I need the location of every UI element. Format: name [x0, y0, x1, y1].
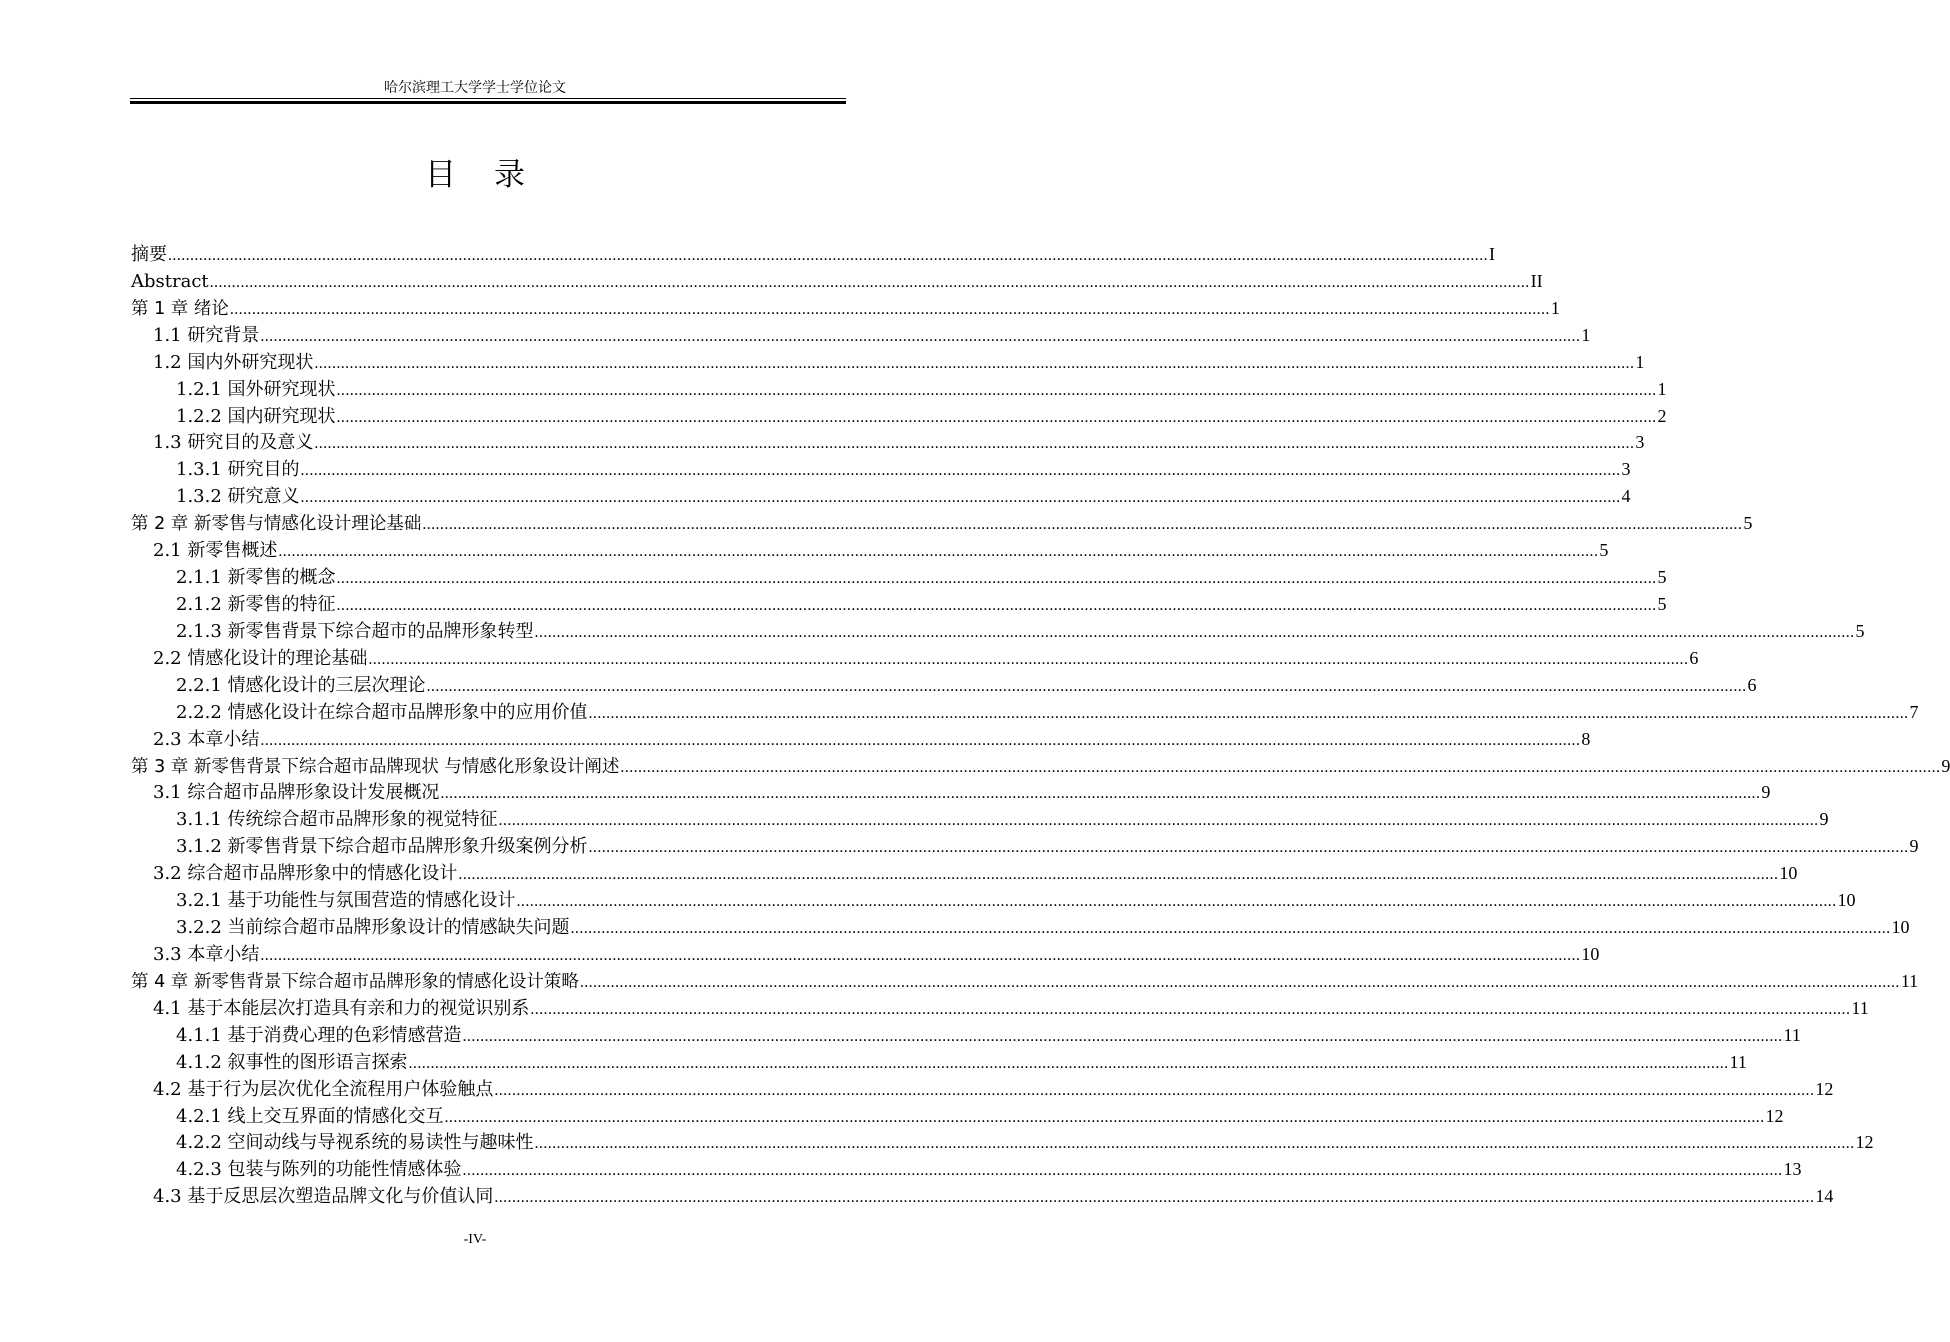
toc-dot-leader: ............................................................................................................................................................................................................................................................................................................: [209, 273, 1530, 291]
toc-entry-label: 4.3 基于反思层次塑造品牌文化与价值认同: [153, 1186, 494, 1208]
toc-entry[interactable]: [131, 968, 1919, 995]
toc-entry-label: 4.2.2 空间动线与导视系统的易读性与趣味性: [176, 1132, 534, 1154]
toc-entry[interactable]: [131, 806, 1829, 833]
toc-entry[interactable]: [131, 537, 1609, 564]
toc-dot-leader: ............................................................................................................................................................................................................................................................................................................: [534, 1135, 1855, 1153]
toc-entry[interactable]: [131, 618, 1865, 645]
page-number: -IV-: [463, 1232, 487, 1247]
toc-dot-leader: ............................................................................................................................................................................................................................................................................................................: [494, 1081, 1815, 1099]
toc-dot-leader: ............................................................................................................................................................................................................................................................................................................: [620, 758, 1941, 776]
toc-entry-page: 9: [1819, 809, 1829, 830]
toc-dot-leader: ............................................................................................................................................................................................................................................................................................................: [168, 247, 1488, 264]
toc-entry-label: 4.1.2 叙事性的图形语言探索: [176, 1051, 408, 1073]
toc-entry-page: 3: [1621, 459, 1631, 480]
toc-entry-page: 11: [1783, 1024, 1801, 1045]
toc-dot-leader: ............................................................................................................................................................................................................................................................................................................: [408, 1054, 1729, 1072]
toc-dot-leader: ............................................................................................................................................................................................................................................................................................................: [229, 300, 1550, 318]
toc-dot-leader: ............................................................................................................................................................................................................................................................................................................: [336, 570, 1657, 588]
toc-entry[interactable]: [131, 322, 1591, 349]
toc-entry-page: 9: [1761, 782, 1771, 803]
toc-entry[interactable]: [131, 726, 1591, 753]
toc-entry-label: 1.3 研究目的及意义: [153, 432, 314, 454]
toc-entry-page: 11: [1851, 997, 1869, 1018]
toc-entry-label: 1.3.2 研究意义: [176, 486, 300, 508]
toc-dot-leader: ............................................................................................................................................................................................................................................................................................................: [260, 946, 1581, 964]
toc-entry-label: 3.1 综合超市品牌形象设计发展概况: [153, 782, 440, 804]
toc-dot-leader: ............................................................................................................................................................................................................................................................................................................: [300, 489, 1621, 507]
toc-entry-page: 5: [1855, 620, 1865, 641]
toc-entry-label: 4.2 基于行为层次优化全流程用户体验触点: [153, 1078, 494, 1100]
toc-dot-leader: ............................................................................................................................................................................................................................................................................................................: [300, 462, 1621, 480]
toc-entry[interactable]: [131, 1129, 1874, 1156]
toc-entry[interactable]: [131, 1076, 1834, 1103]
toc-entry-label: Abstract: [131, 270, 209, 292]
toc-entry-label: 第 4 章 新零售背景下综合超市品牌形象的情感化设计策略: [131, 971, 579, 992]
toc-entry-label: 4.2.1 线上交互界面的情感化交互: [176, 1105, 444, 1127]
toc-title-part1: 目: [425, 157, 456, 193]
toc-entry-page: 9: [1909, 836, 1919, 857]
toc-entry[interactable]: [131, 1183, 1834, 1210]
toc-entry-page: 6: [1747, 674, 1757, 695]
toc-entry-label: 3.2.2 当前综合超市品牌形象设计的情感缺失问题: [176, 917, 570, 939]
toc-entry[interactable]: [131, 403, 1667, 430]
toc-entry-page: 4: [1621, 486, 1631, 507]
toc-dot-leader: ............................................................................................................................................................................................................................................................................................................: [336, 408, 1657, 426]
toc-entry[interactable]: [131, 349, 1645, 376]
toc-entry-page: 11: [1729, 1051, 1747, 1072]
toc-entry[interactable]: [131, 672, 1757, 699]
header-rule-thick: [130, 101, 846, 104]
toc-entry-label: 摘要: [131, 244, 167, 265]
toc-entry-page: 12: [1765, 1105, 1784, 1126]
toc-dot-leader: ............................................................................................................................................................................................................................................................................................................: [530, 1000, 1851, 1018]
toc-dot-leader: ............................................................................................................................................................................................................................................................................................................: [462, 1162, 1783, 1180]
toc-entry-label: 1.2 国内外研究现状: [153, 351, 314, 373]
toc-entry[interactable]: [131, 1049, 1747, 1076]
toc-entry-label: 第 1 章 绪论: [131, 298, 229, 319]
header-rule-thin: [130, 98, 846, 99]
toc-dot-leader: ............................................................................................................................................................................................................................................................................................................: [278, 543, 1599, 561]
toc-dot-leader: ............................................................................................................................................................................................................................................................................................................: [462, 1027, 1783, 1045]
toc-entry[interactable]: [131, 591, 1667, 618]
toc-dot-leader: ............................................................................................................................................................................................................................................................................................................: [260, 731, 1581, 749]
toc-entry-page: 12: [1815, 1078, 1834, 1099]
toc-entry[interactable]: [131, 887, 1856, 914]
toc-dot-leader: ............................................................................................................................................................................................................................................................................................................: [444, 1108, 1765, 1126]
running-header: 哈尔滨理工大学学士学位论文: [384, 80, 566, 96]
toc-entry[interactable]: [131, 510, 1753, 537]
toc-dot-leader: ............................................................................................................................................................................................................................................................................................................: [516, 893, 1837, 911]
toc-entry-page: 5: [1657, 567, 1667, 588]
toc-entry[interactable]: [131, 564, 1667, 591]
toc-entry-label: 2.1.3 新零售背景下综合超市的品牌形象转型: [176, 620, 534, 642]
toc-dot-leader: ............................................................................................................................................................................................................................................................................................................: [494, 1189, 1815, 1207]
toc-entry-page: 14: [1815, 1186, 1834, 1207]
toc-entry-label: 第 3 章 新零售背景下综合超市品牌现状 与情感化形象设计阐述: [131, 756, 620, 777]
toc-entry[interactable]: [131, 1156, 1802, 1183]
toc-entry-label: 4.1.1 基于消费心理的色彩情感营造: [176, 1024, 462, 1046]
toc-entry-page: 10: [1837, 890, 1856, 911]
toc-entry[interactable]: [131, 645, 1699, 672]
toc-entry-label: 3.1.1 传统综合超市品牌形象的视觉特征: [176, 809, 498, 831]
toc-entry-label: 2.2 情感化设计的理论基础: [153, 647, 368, 669]
toc-entry-label: 1.2.2 国内研究现状: [176, 405, 336, 427]
toc-entry[interactable]: [131, 1103, 1784, 1130]
toc-entry-label: 1.1 研究背景: [153, 324, 260, 346]
toc-entry-label: 4.2.3 包装与陈列的功能性情感体验: [176, 1159, 462, 1181]
toc-entry-label: 第 2 章 新零售与情感化设计理论基础: [131, 514, 422, 535]
toc-entry-page: 1: [1550, 297, 1560, 318]
toc-entry[interactable]: [131, 268, 1543, 295]
toc-entry[interactable]: [131, 295, 1560, 322]
toc-dot-leader: ............................................................................................................................................................................................................................................................................................................: [458, 866, 1779, 884]
toc-entry-page: 10: [1581, 943, 1600, 964]
toc-entry-page: 2: [1657, 405, 1667, 426]
toc-dot-leader: ............................................................................................................................................................................................................................................................................................................: [314, 354, 1635, 372]
toc-entry[interactable]: [131, 483, 1631, 510]
table-of-contents: [131, 241, 1950, 1210]
toc-entry-page: 10: [1779, 863, 1798, 884]
toc-dot-leader: ............................................................................................................................................................................................................................................................................................................: [314, 435, 1635, 453]
toc-entry-page: 1: [1635, 351, 1645, 372]
toc-entry[interactable]: [131, 860, 1798, 887]
toc-entry-page: 1: [1581, 324, 1591, 345]
toc-entry[interactable]: [131, 941, 1600, 968]
toc-entry-label: 2.1 新零售概述: [153, 540, 278, 562]
toc-dot-leader: ............................................................................................................................................................................................................................................................................................................: [260, 327, 1581, 345]
toc-entry-page: 12: [1855, 1132, 1874, 1153]
toc-entry[interactable]: [131, 779, 1771, 806]
toc-dot-leader: ............................................................................................................................................................................................................................................................................................................: [422, 516, 1743, 534]
toc-entry-page: 5: [1599, 540, 1609, 561]
toc-entry-label: 3.3 本章小结: [153, 943, 260, 965]
toc-entry[interactable]: [131, 833, 1919, 860]
toc-entry-label: 3.2.1 基于功能性与氛围营造的情感化设计: [176, 890, 516, 912]
toc-dot-leader: ............................................................................................................................................................................................................................................................................................................: [368, 650, 1689, 668]
toc-dot-leader: ............................................................................................................................................................................................................................................................................................................: [336, 381, 1657, 399]
toc-entry-label: 2.2.1 情感化设计的三层次理论: [176, 674, 426, 696]
toc-entry[interactable]: [131, 1022, 1801, 1049]
toc-entry-page: 1: [1657, 378, 1667, 399]
toc-entry-page: 11: [1900, 970, 1919, 991]
toc-dot-leader: ............................................................................................................................................................................................................................................................................................................: [579, 973, 1900, 991]
toc-entry-page: 13: [1783, 1159, 1802, 1180]
toc-entry-page: 5: [1657, 593, 1667, 614]
toc-entry-page: 6: [1689, 647, 1699, 668]
toc-entry[interactable]: [131, 456, 1631, 483]
toc-entry[interactable]: [131, 376, 1667, 403]
toc-entry-label: 2.1.1 新零售的概念: [176, 567, 336, 589]
toc-title: [0, 155, 950, 195]
toc-entry-page: I: [1489, 244, 1495, 264]
toc-entry-page: II: [1530, 270, 1543, 291]
toc-entry-label: 3.2 综合超市品牌形象中的情感化设计: [153, 863, 458, 885]
toc-entry-page: 10: [1891, 917, 1910, 938]
toc-dot-leader: ............................................................................................................................................................................................................................................................................................................: [336, 596, 1657, 614]
toc-entry[interactable]: [131, 241, 1495, 268]
toc-entry-page: 5: [1743, 513, 1753, 534]
toc-entry-label: 1.2.1 国外研究现状: [176, 378, 336, 400]
toc-title-part2: 录: [494, 157, 525, 193]
toc-entry-page: 3: [1635, 432, 1645, 453]
toc-entry-label: 2.2.2 情感化设计在综合超市品牌形象中的应用价值: [176, 701, 588, 723]
toc-entry-page: 7: [1909, 701, 1919, 722]
toc-dot-leader: ............................................................................................................................................................................................................................................................................................................: [588, 839, 1909, 857]
toc-entry[interactable]: [131, 914, 1910, 941]
toc-dot-leader: ............................................................................................................................................................................................................................................................................................................: [440, 785, 1761, 803]
toc-dot-leader: ............................................................................................................................................................................................................................................................................................................: [498, 812, 1819, 830]
toc-dot-leader: ............................................................................................................................................................................................................................................................................................................: [426, 677, 1747, 695]
toc-entry-page: 8: [1581, 728, 1591, 749]
toc-dot-leader: ............................................................................................................................................................................................................................................................................................................: [570, 920, 1891, 938]
toc-entry[interactable]: [131, 429, 1645, 456]
toc-dot-leader: ............................................................................................................................................................................................................................................................................................................: [534, 623, 1855, 641]
toc-entry-label: 2.1.2 新零售的特征: [176, 593, 336, 615]
toc-entry[interactable]: [131, 753, 1950, 780]
toc-entry-label: 3.1.2 新零售背景下综合超市品牌形象升级案例分析: [176, 836, 588, 858]
toc-entry-label: 2.3 本章小结: [153, 728, 260, 750]
toc-entry-label: 4.1 基于本能层次打造具有亲和力的视觉识别系: [153, 997, 530, 1019]
toc-dot-leader: ............................................................................................................................................................................................................................................................................................................: [588, 704, 1909, 722]
toc-entry-label: 1.3.1 研究目的: [176, 459, 300, 481]
toc-entry[interactable]: [131, 699, 1919, 726]
toc-entry-page: 9: [1941, 755, 1950, 776]
toc-entry[interactable]: [131, 995, 1869, 1022]
